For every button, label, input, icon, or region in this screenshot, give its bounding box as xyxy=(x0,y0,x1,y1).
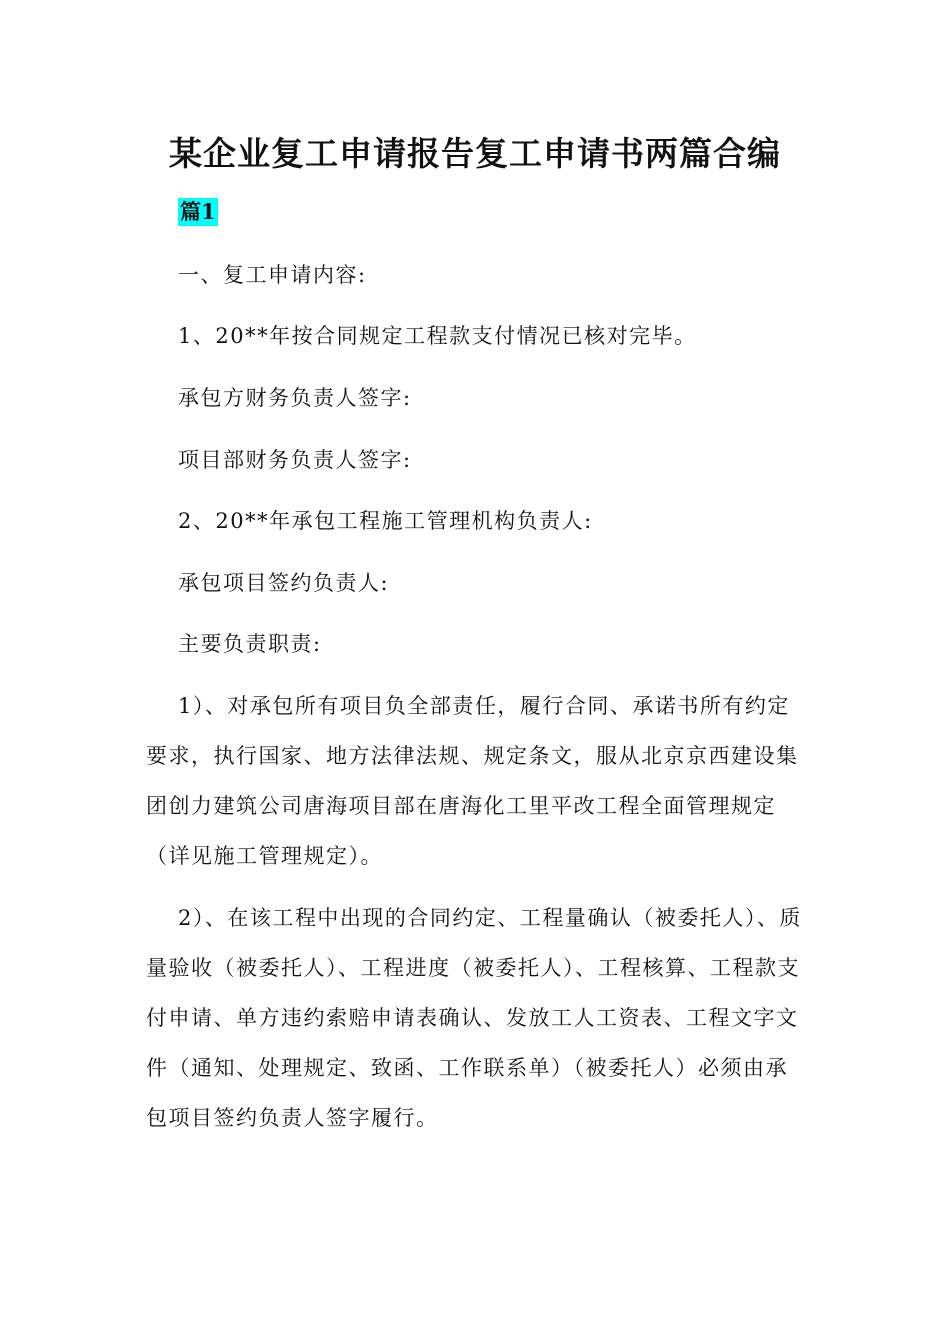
paragraph: 2、20**年承包工程施工管理机构负责人: xyxy=(178,509,593,533)
paragraph: 项目部财务负责人签字: xyxy=(178,448,412,472)
document-title: 某企业复工申请报告复工申请书两篇合编 xyxy=(169,134,781,173)
paragraph: 主要负责职责: xyxy=(178,632,322,656)
paragraph: 2）、在该工程中出现的合同约定、工程量确认（被委托人）、质量验收（被委托人）、工程进度（被委托人）、工程核算、工程款支付申请、单方违约索赔申请表确认、发放工人工资表、工程文字文件（通知、处理规定、致函、工作联系单）（被委托人）必须由承包项目签约负责人签字履行。 xyxy=(146,906,802,1130)
paragraph: 1）、对承包所有项目负全部责任，履行合同、承诺书所有约定要求，执行国家、地方法律法规、规定条文，服从北京京西建设集团创力建筑公司唐海项目部在唐海化工里平改工程全面管理规定（详见施工管理规定）。 xyxy=(146,694,799,868)
paragraph: 承包方财务负责人签字: xyxy=(178,386,412,410)
section-label: 篇1 xyxy=(180,199,216,224)
paragraph: 1、20**年按合同规定工程款支付情况已核对完毕。 xyxy=(178,324,697,348)
paragraph: 承包项目签约负责人: xyxy=(178,571,390,595)
paragraph-heading: 一、复工申请内容: xyxy=(178,263,367,287)
